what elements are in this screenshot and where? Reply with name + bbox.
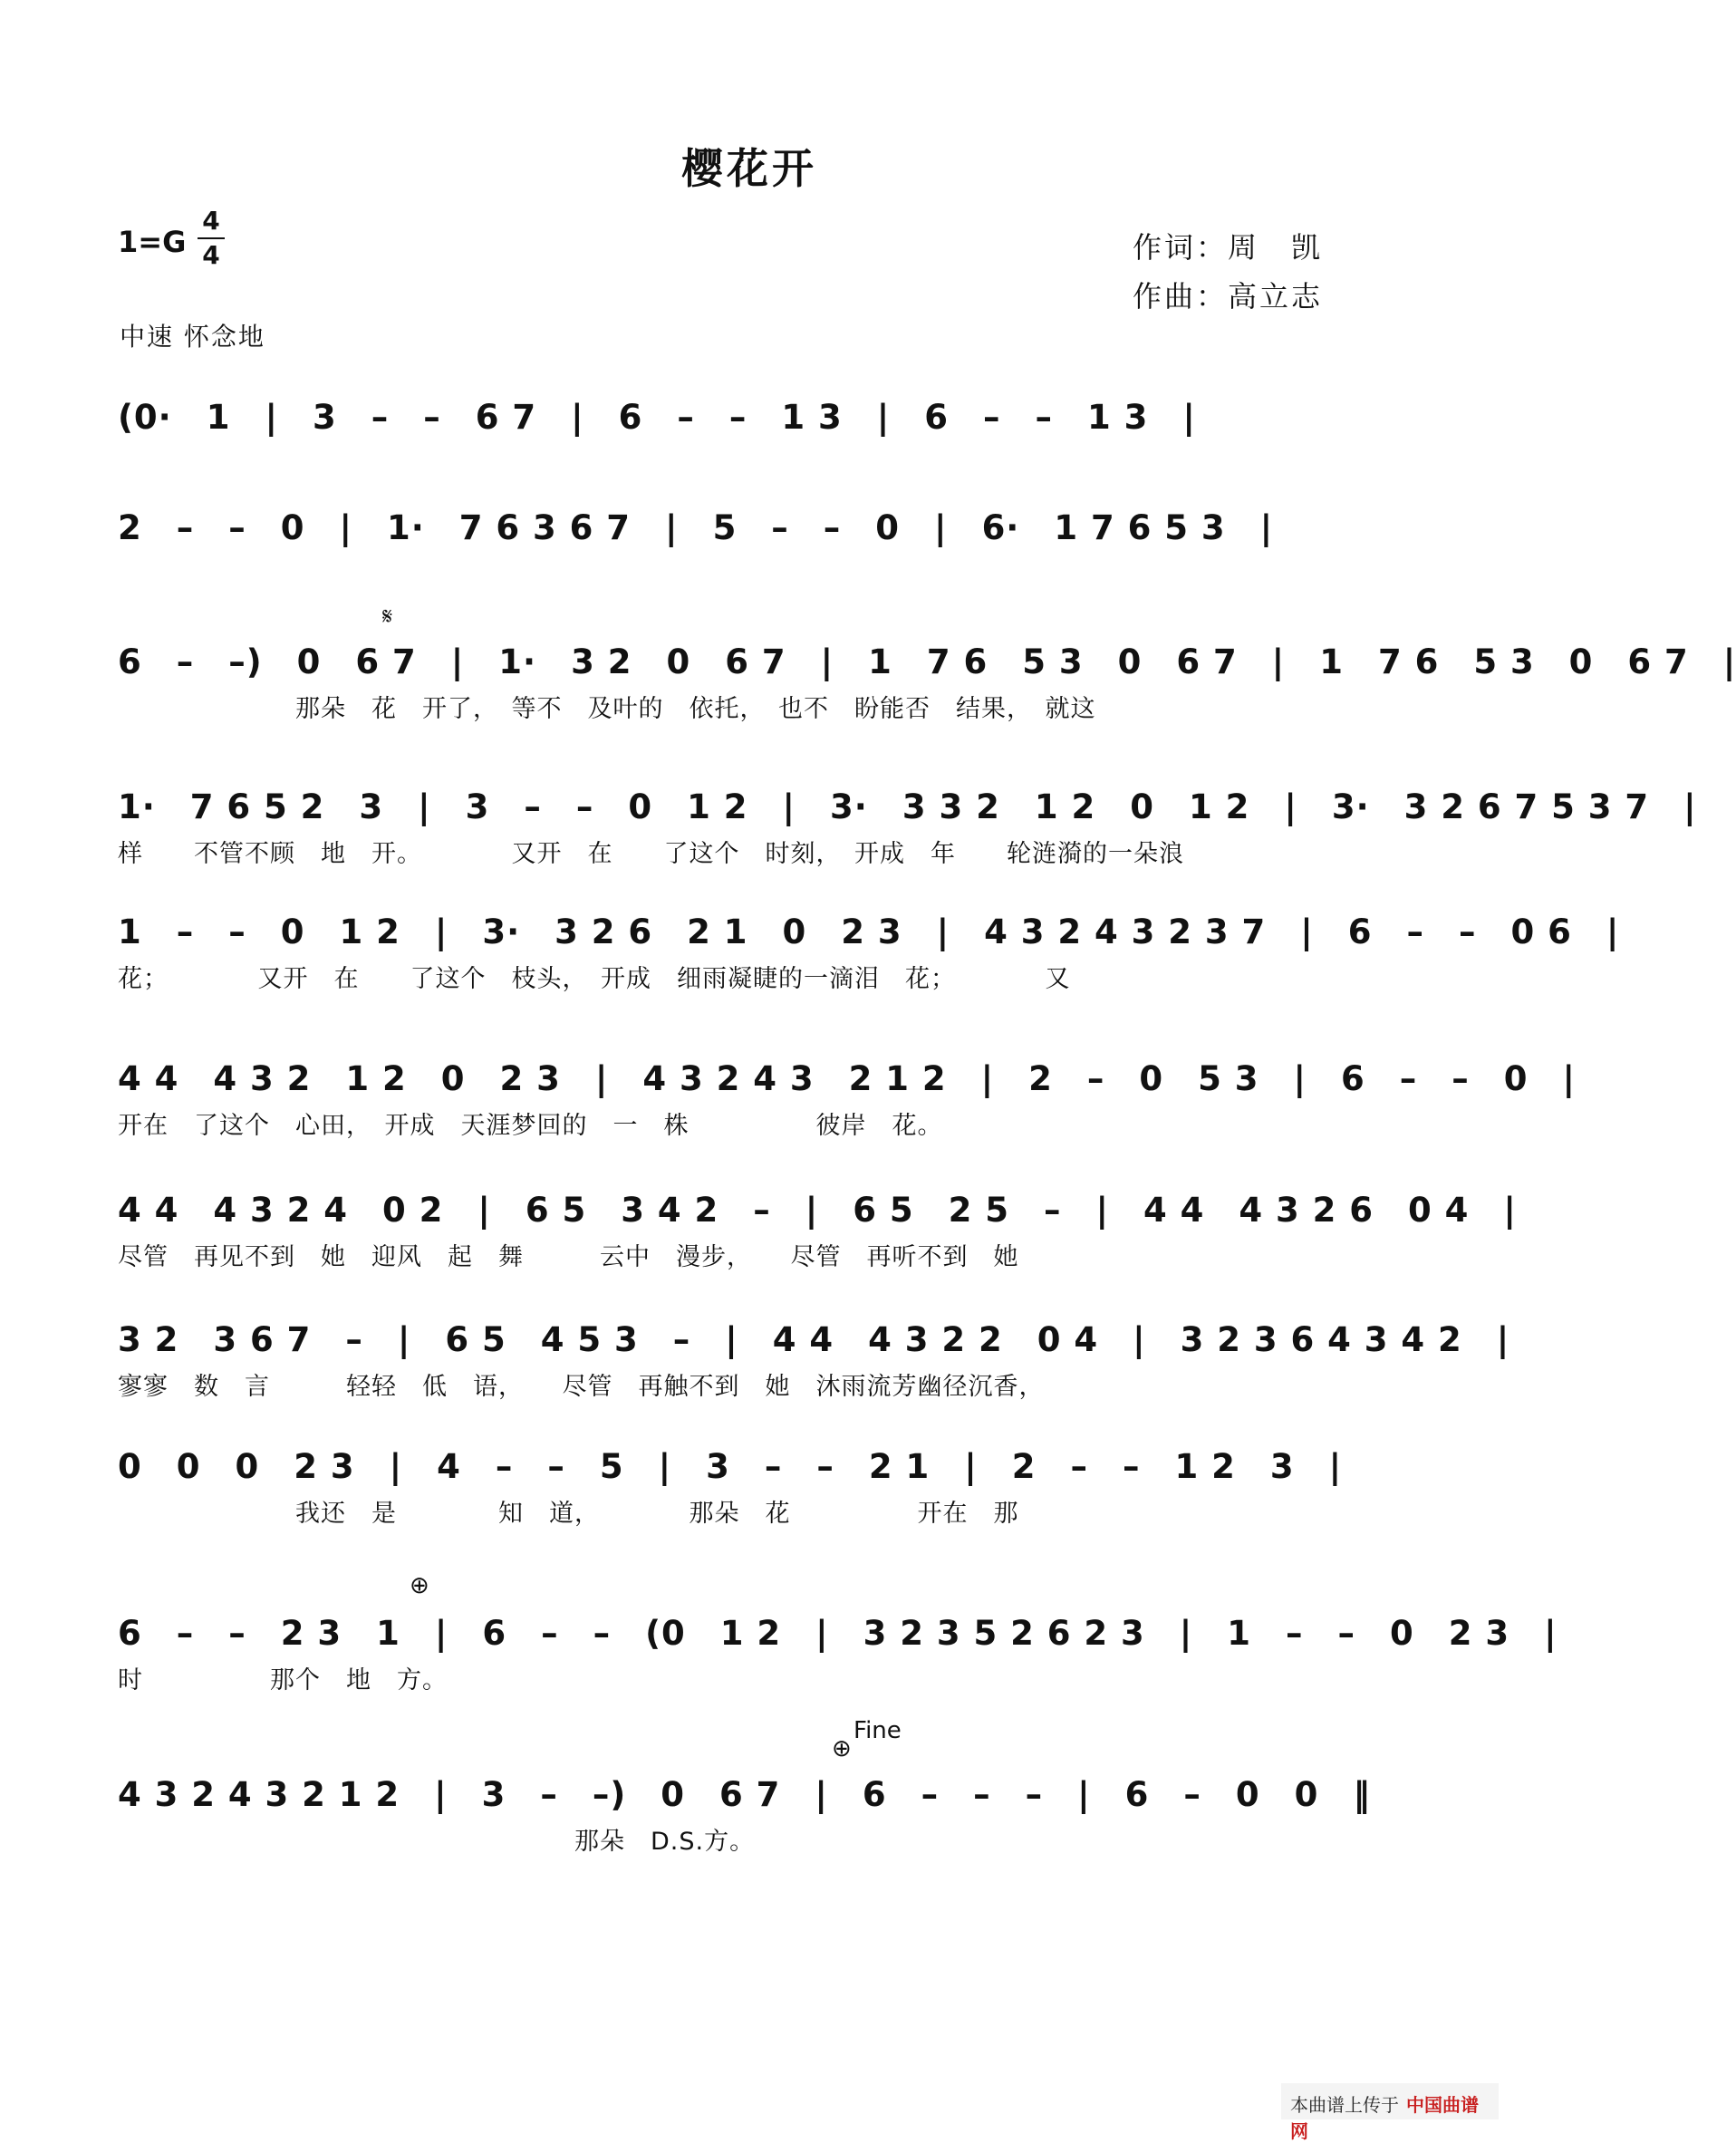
notes-line: 6 – – 2 3 1 | 6 – – (0 1 2 | 3 2 3 5 2 6 2 3 | 1 – – 0 2 3 | (118, 1614, 1558, 1653)
song-title: 樱花开 (681, 144, 817, 193)
coda-icon: ⊕ (410, 1572, 429, 1599)
lyricist-credit: 作词：周 凯 (1133, 230, 1324, 265)
notes-line: 2 – – 0 | 1· 7 6 3 6 7 | 5 – – 0 | 6· 1 7 6 5 3 | (118, 508, 1274, 547)
notes-line: 4 3 2 4 3 2 1 2 | 3 – –) 0 6 7 | 6 – – – | 6 – 0 0 ‖ (118, 1775, 1371, 1814)
watermark-text: 本曲谱上传于 (1290, 2094, 1399, 2116)
lyrics-line: 花； 又开 在 了这个 枝头， 开成 细雨凝睫的一滴泪 花； 又 (118, 965, 1071, 993)
fine-marking: Fine (854, 1717, 902, 1744)
key-signature: 1=G (118, 225, 187, 259)
lyrics-line: 尽管 再见不到 她 迎风 起 舞 云中 漫步， 尽管 再听不到 她 (118, 1243, 1019, 1271)
coda-icon: ⊕ (832, 1735, 852, 1762)
lyrics-line: 开在 了这个 心田， 开成 天涯梦回的 一 株 彼岸 花。 (118, 1112, 943, 1140)
time-signature-line (198, 237, 225, 239)
watermark-brand: 中国曲谱网 (1290, 2094, 1479, 2142)
notes-line: 3 2 3 6 7 – | 6 5 4 5 3 – | 4 4 4 3 2 2 0 4 | 3 2 3 6 4 3 4 2 | (118, 1320, 1510, 1359)
composer-credit: 作曲：高立志 (1133, 279, 1324, 314)
lyrics-line: 我还 是 知 道， 那朵 花 开在 那 (118, 1500, 1019, 1528)
notes-line: 4 4 4 3 2 1 2 0 2 3 | 4 3 2 4 3 2 1 2 | 2 – 0 5 3 | 6 – – 0 | (118, 1059, 1577, 1098)
notes-line: 0 0 0 2 3 | 4 – – 5 | 3 – – 2 1 | 2 – – 1 2 3 | (118, 1447, 1343, 1486)
tempo-marking: 中速 怀念地 (120, 322, 265, 352)
notes-line: 1· 7 6 5 2 3 | 3 – – 0 1 2 | 3· 3 3 2 1 2 0 1 2 | 3· 3 2 6 7 5 3 7 | (118, 787, 1697, 826)
notes-line: 6 – –) 0 6 7 | 1· 3 2 0 6 7 | 1 7 6 5 3 0 6 7 | 1 7 6 5 3 0 6 7 | (118, 642, 1736, 681)
lyrics-line: 那朵 花 开了， 等不 及叶的 依托， 也不 盼能否 结果， 就这 (118, 695, 1096, 723)
lyrics-line: 那朵 D.S.方。 (118, 1828, 756, 1856)
time-signature-bottom: 4 (202, 240, 220, 270)
notes-line: (0· 1 | 3 – – 6 7 | 6 – – 1 3 | 6 – – 1 3 | (118, 398, 1196, 437)
lyrics-line: 寥寥 数 言 轻轻 低 语， 尽管 再触不到 她 沐雨流芳幽径沉香， (118, 1373, 1045, 1401)
notes-line: 1 – – 0 1 2 | 3· 3 2 6 2 1 0 2 3 | 4 3 2 4 3 2 3 7 | 6 – – 0 6 | (118, 912, 1620, 951)
lyrics-line: 时 那个 地 方。 (118, 1666, 448, 1694)
watermark (1281, 2083, 1499, 2142)
segno-icon: 𝄋 (382, 603, 393, 631)
lyrics-line: 样 不管不顾 地 开。 又开 在 了这个 时刻， 开成 年 轮涟漪的一朵浪 (118, 840, 1184, 868)
time-signature (198, 207, 225, 270)
notes-line: 4 4 4 3 2 4 0 2 | 6 5 3 4 2 – | 6 5 2 5 – | 4 4 4 3 2 6 0 4 | (118, 1191, 1517, 1230)
time-signature-top: 4 (202, 206, 220, 236)
